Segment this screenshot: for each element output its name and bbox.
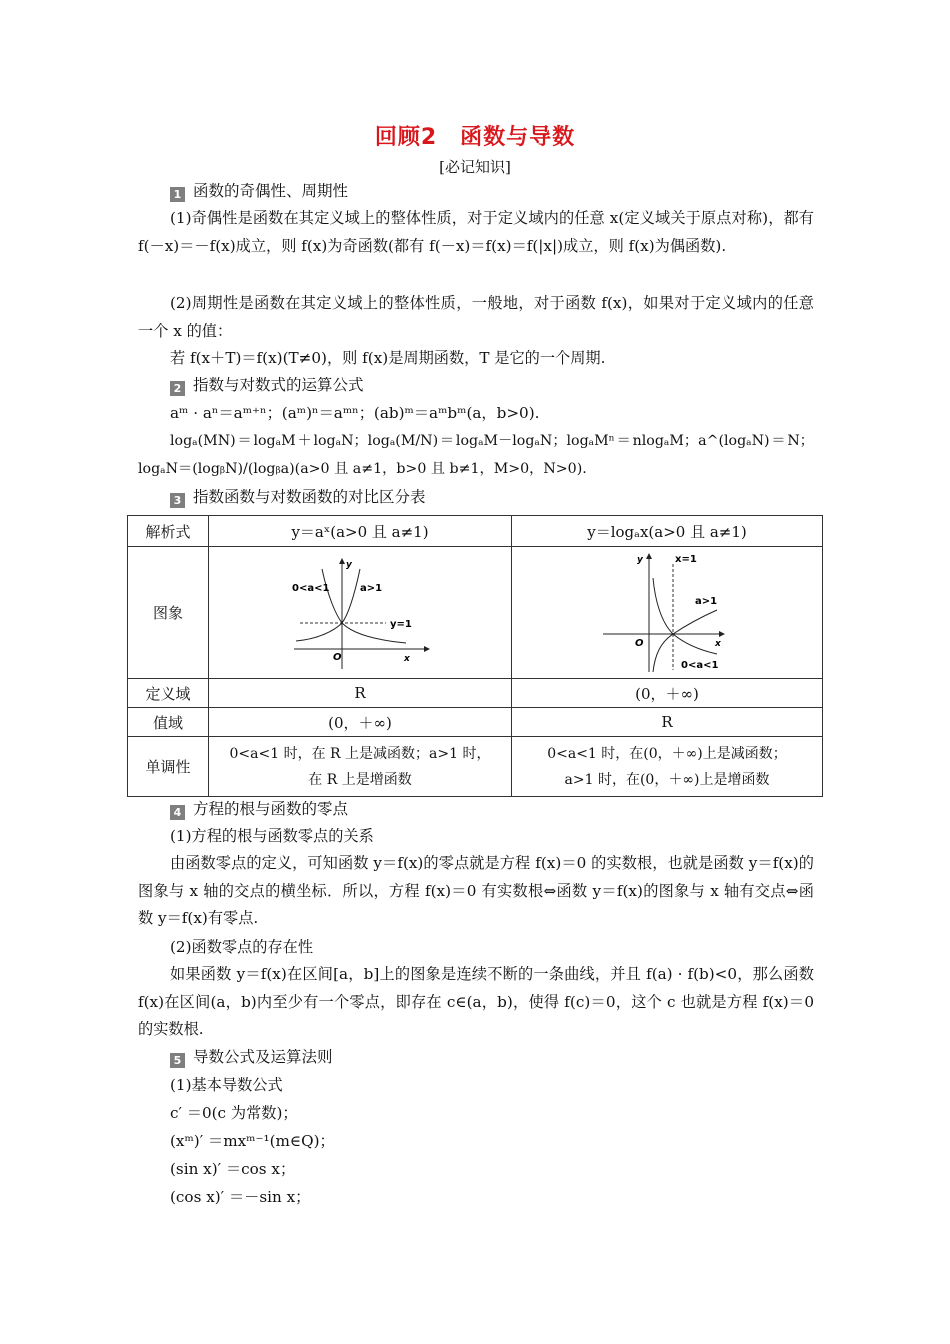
graph1-left-curve-label: 0<a<1 bbox=[292, 582, 330, 594]
header-cell-logarithmic: y＝logₐx(a>0 且 a≠1) bbox=[512, 516, 823, 547]
monotonicity-label: 单调性 bbox=[128, 737, 209, 797]
table-row-domain bbox=[128, 679, 823, 708]
section-2-badge: 2 bbox=[170, 381, 185, 396]
monotonicity-exponential bbox=[209, 737, 512, 797]
exponent-formulas: aᵐ · aⁿ＝aᵐ⁺ⁿ；(aᵐ)ⁿ＝aᵐⁿ；(ab)ᵐ＝aᵐbᵐ(a，b>0). bbox=[170, 404, 540, 422]
domain-exponential: R bbox=[209, 679, 512, 708]
monotonicity-exponential-line-1: 0<a<1 时，在 R 上是减函数；a>1 时， bbox=[229, 745, 491, 762]
x-axis-arrow bbox=[719, 631, 725, 637]
section-4-title: 方程的根与函数的零点 bbox=[193, 800, 349, 818]
graph2-y-label: y bbox=[637, 554, 643, 565]
table-header-row bbox=[128, 516, 823, 547]
section-3-badge: 3 bbox=[170, 493, 185, 508]
section-4-heading bbox=[170, 796, 348, 823]
header-cell-expression: 解析式 bbox=[128, 516, 209, 547]
decreasing-log-curve bbox=[653, 578, 717, 654]
derivative-sin: (sin x)′ ＝cos x； bbox=[170, 1160, 296, 1178]
increasing-curve bbox=[296, 569, 360, 641]
graph1-y-label: y bbox=[346, 559, 352, 570]
monotonicity-logarithmic-line-1: 0<a<1 时，在(0，＋∞)上是减函数； bbox=[547, 745, 787, 762]
section-5-badge: 5 bbox=[170, 1053, 185, 1068]
range-logarithmic: R bbox=[512, 708, 823, 737]
derivative-power: (xᵐ)′ ＝mxᵐ⁻¹(m∈Q)； bbox=[170, 1132, 335, 1150]
y-axis-arrow bbox=[646, 553, 652, 559]
section-2-title: 指数与对数式的运算公式 bbox=[193, 376, 364, 394]
section-4-subheading-1: (1)方程的根与函数零点的关系 bbox=[170, 827, 374, 845]
header-cell-exponential: y＝aˣ(a>0 且 a≠1) bbox=[209, 516, 512, 547]
logarithmic-graph bbox=[603, 550, 731, 676]
graph1-right-curve-label: a>1 bbox=[360, 582, 383, 594]
graph2-decreasing-label: 0<a<1 bbox=[681, 659, 719, 671]
exponential-graph bbox=[290, 557, 430, 669]
decreasing-curve bbox=[322, 569, 406, 643]
table-row-graph bbox=[128, 547, 823, 679]
section-1-paragraph-1: (1)奇偶性是函数在其定义域上的整体性质，对于定义域内的任意 x(定义域关于原点对称)，都有 f(－x)＝－f(x)成立，则 f(x)为奇函数(都有 f(－x)＝f(x)＝f(|x|)成立，则 f(x)为偶函数). bbox=[138, 209, 814, 255]
section-4-paragraph-2: 如果函数 y＝f(x)在区间[a，b]上的图象是连续不断的一条曲线，并且 f(a) · f(b)<0，那么函数 f(x)在区间(a，b)内至少有一个零点，即存在 c∈(a，b)，使得 f(c)＝0，这个 c 也就是方程 f(x)＝0 的实数根. bbox=[138, 965, 814, 1038]
graph2-increasing-label: a>1 bbox=[695, 595, 718, 607]
page-title: 回顾2 函数与导数 bbox=[374, 125, 576, 150]
section-1-title: 函数的奇偶性、周期性 bbox=[193, 182, 349, 200]
section-1-paragraph-2: (2)周期性是函数在其定义域上的整体性质，一般地，对于函数 f(x)，如果对于定义域内的任意一个 x 的值： bbox=[138, 294, 814, 340]
derivative-cos: (cos x)′ ＝－sin x； bbox=[170, 1188, 311, 1206]
graph1-origin-label: O bbox=[333, 651, 342, 663]
table-row-range bbox=[128, 708, 823, 737]
range-label: 值域 bbox=[128, 708, 209, 737]
section-1-badge: 1 bbox=[170, 187, 185, 202]
y-axis-arrow bbox=[339, 558, 345, 564]
section-5-subheading-1: (1)基本导数公式 bbox=[170, 1076, 283, 1094]
graph1-line-label: y=1 bbox=[390, 618, 412, 630]
section-5-title: 导数公式及运算法则 bbox=[193, 1048, 333, 1066]
domain-logarithmic: (0，＋∞) bbox=[512, 679, 823, 708]
page-subtitle: [必记知识] bbox=[439, 158, 511, 176]
graph2-x-equals-1-label: x=1 bbox=[675, 553, 697, 565]
exponential-graph-cell bbox=[209, 547, 512, 679]
graph2-x-label: x bbox=[715, 638, 721, 649]
range-exponential: (0，＋∞) bbox=[209, 708, 512, 737]
x-axis-arrow bbox=[424, 646, 430, 652]
monotonicity-exponential-line-2: 在 R 上是增函数 bbox=[308, 771, 412, 788]
section-4-subheading-2: (2)函数零点的存在性 bbox=[170, 938, 314, 956]
section-5-heading bbox=[170, 1044, 333, 1071]
graph2-origin-label: O bbox=[635, 637, 644, 649]
comparison-table bbox=[127, 515, 823, 797]
monotonicity-logarithmic-line-2: a>1 时，在(0，＋∞)上是增函数 bbox=[564, 771, 770, 788]
graph-row-label: 图象 bbox=[128, 547, 209, 679]
logarithm-formulas: logₐ(MN)＝logₐM＋logₐN；logₐ(M/N)＝logₐM－logₐN；logₐMⁿ＝nlogₐM；a^(logₐN)＝N；logₐN＝(logᵦN)/(logᵦa)(a>0 且 a≠1，b>0 且 b≠1，M>0，N>0). bbox=[138, 433, 814, 477]
section-4-badge: 4 bbox=[170, 805, 185, 820]
table-row-monotonicity bbox=[128, 737, 823, 797]
graph1-x-label: x bbox=[404, 653, 410, 664]
monotonicity-logarithmic bbox=[512, 737, 823, 797]
section-1-paragraph-3: 若 f(x＋T)＝f(x)(T≠0)，则 f(x)是周期函数，T 是它的一个周期. bbox=[170, 349, 606, 367]
section-3-title: 指数函数与对数函数的对比区分表 bbox=[193, 488, 426, 506]
section-1-heading bbox=[170, 178, 348, 205]
domain-label: 定义域 bbox=[128, 679, 209, 708]
logarithmic-graph-cell bbox=[512, 547, 823, 679]
derivative-constant: c′ ＝0(c 为常数)； bbox=[170, 1104, 298, 1122]
section-4-paragraph-1: 由函数零点的定义，可知函数 y＝f(x)的零点就是方程 f(x)＝0 的实数根，也就是函数 y＝f(x)的图象与 x 轴的交点的横坐标．所以，方程 f(x)＝0 有实数根⇔函数 y＝f(x)的图象与 x 轴有交点⇔函数 y＝f(x)有零点. bbox=[138, 854, 814, 927]
section-2-heading bbox=[170, 372, 364, 399]
section-3-heading bbox=[170, 484, 426, 511]
